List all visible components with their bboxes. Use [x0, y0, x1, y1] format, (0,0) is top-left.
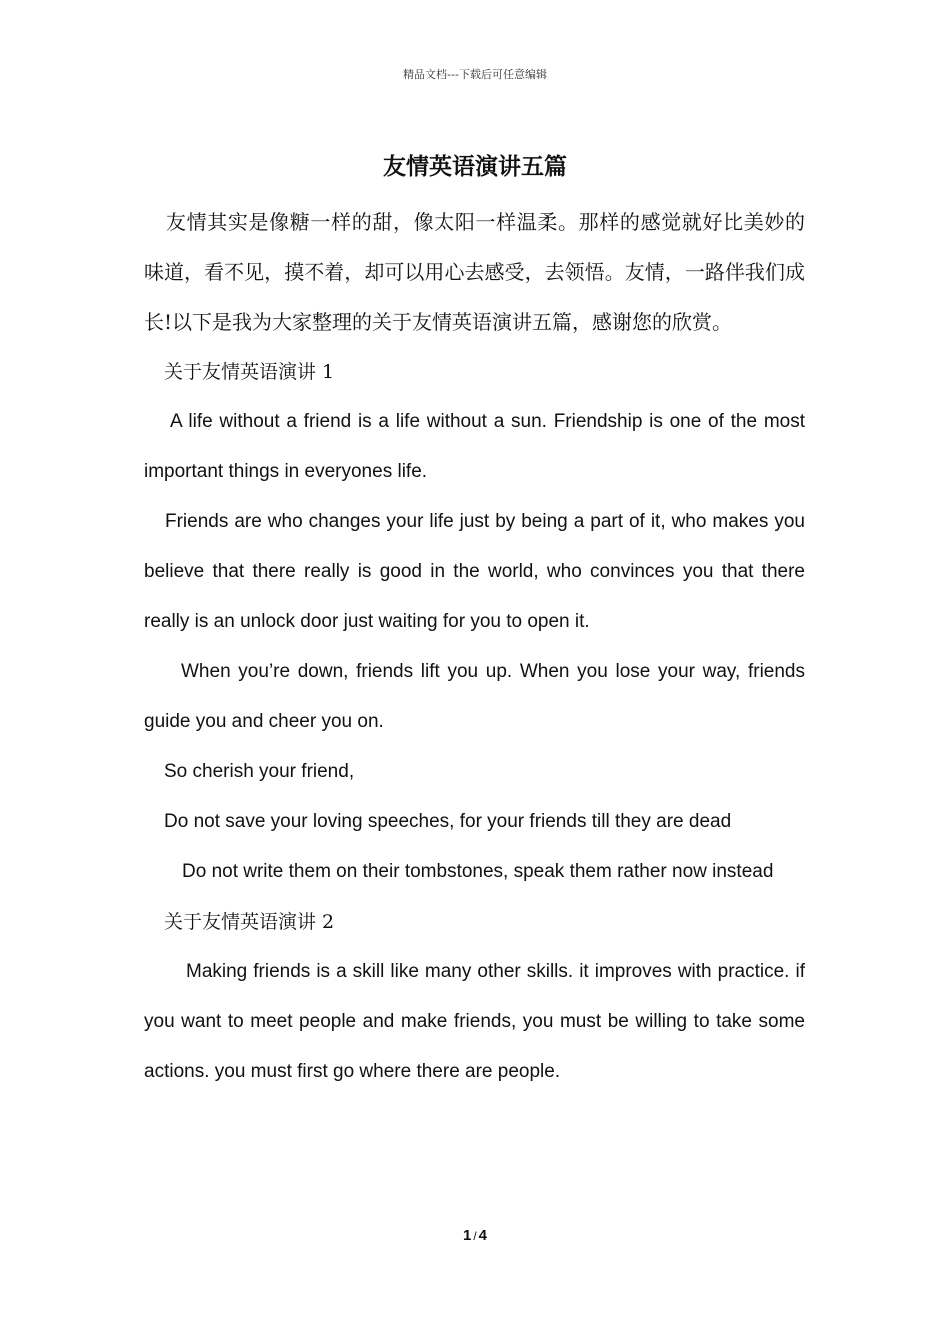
paragraph: Friends are who changes your life just by being a part of it, who makes you believe that there really is good in the world, who convinces you that there really is an unlock door just waiting for you to open it.: [144, 511, 805, 632]
section-heading-1: 关于友情英语演讲 1: [164, 361, 335, 383]
page-number: [0, 1225, 950, 1247]
total-pages: 4: [478, 1227, 488, 1244]
section-heading-2: 关于友情英语演讲 2: [164, 911, 335, 933]
paragraph: When you’re down, friends lift you up. When you lose your way, friends guide you and cheer you on.: [144, 661, 805, 732]
paragraph: Making friends is a skill like many other skills. it improves with practice. if you want to meet people and make friends, you must be willing to take some actions. you must first go where there are people.: [144, 961, 805, 1082]
intro-paragraph: 友情其实是像糖一样的甜，像太阳一样温柔。那样的感觉就好比美妙的味道，看不见，摸不着，却可以用心去感受，去领悟。友情，一路伴我们成长!以下是我为大家整理的关于友情英语演讲五篇，感谢您的欣赏。: [144, 210, 805, 334]
paragraph: Do not save your loving speeches, for your friends till they are dead: [164, 811, 732, 832]
current-page: 1: [462, 1227, 472, 1244]
page-separator: /: [473, 1229, 477, 1243]
page-header: 精品文档---下载后可任意编辑: [403, 68, 547, 81]
paragraph: So cherish your friend,: [164, 761, 355, 782]
document-title: 友情英语演讲五篇: [383, 154, 567, 180]
paragraph: Do not write them on their tombstones, speak them rather now instead: [182, 861, 774, 882]
paragraph: A life without a friend is a life without a sun. Friendship is one of the most important things in everyones life.: [144, 411, 805, 482]
document-body: [144, 197, 805, 1097]
